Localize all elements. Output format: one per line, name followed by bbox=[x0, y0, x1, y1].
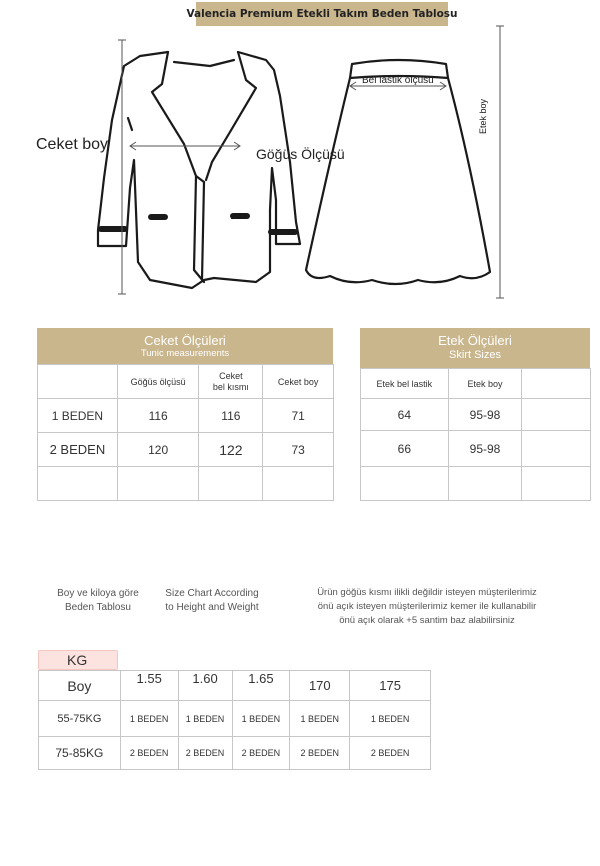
size-cell: 1 BEDEN bbox=[232, 701, 290, 737]
note-right: Ürün göğüs kısmı ilikli değildir isteyen müşterilerimiz önü açık isteyen müşterilerimiz kemer ile kullanabilir önü açık olarak +5 santim baz alabilirsiniz bbox=[317, 587, 537, 626]
jacket-collar bbox=[174, 60, 234, 66]
skirt-table-header-row bbox=[361, 369, 591, 399]
table-cell bbox=[263, 467, 334, 501]
skirt-table bbox=[360, 368, 591, 501]
boy-label: Boy bbox=[39, 671, 121, 701]
jacket-header-waist: Ceket bel kısmı bbox=[199, 365, 263, 399]
note-left: Boy ve kiloya göre Beden Tablosu bbox=[57, 588, 139, 613]
size-cell: 2 BEDEN bbox=[232, 737, 290, 770]
skirt-length-label: Etek boy bbox=[478, 98, 488, 134]
skirt-header-empty bbox=[522, 369, 591, 399]
page-title: Valencia Premium Etekli Takım Beden Tablosu bbox=[196, 2, 448, 26]
jacket-front bbox=[202, 182, 204, 280]
jacket-table bbox=[37, 364, 334, 501]
size-cell: 1 BEDEN bbox=[178, 701, 232, 737]
skirt-table-title: Etek Ölçüleri bbox=[438, 333, 512, 348]
table-row bbox=[39, 701, 431, 737]
table-row bbox=[361, 399, 591, 431]
jacket-left-lapel bbox=[152, 52, 204, 182]
waist-label: Bel lastik ölçüsü bbox=[362, 75, 434, 86]
table-cell bbox=[522, 467, 591, 501]
table-row bbox=[38, 399, 334, 433]
table-row bbox=[361, 467, 591, 501]
table-row bbox=[38, 467, 334, 501]
jacket-header-chest: Göğüs ölçüsü bbox=[117, 365, 199, 399]
table-cell bbox=[38, 467, 118, 501]
skirt-header-length: Etek boy bbox=[448, 369, 522, 399]
size-cell: 2 BEDEN bbox=[178, 737, 232, 770]
table-cell: 64 bbox=[361, 399, 449, 431]
chest-label: Göğüs Ölçüsü bbox=[256, 146, 345, 162]
jacket-header-empty bbox=[38, 365, 118, 399]
jacket-table-header-row bbox=[38, 365, 334, 399]
height-cell: 170 bbox=[290, 671, 350, 701]
size-cell: 2 BEDEN bbox=[120, 737, 178, 770]
table-cell: 116 bbox=[199, 399, 263, 433]
table-row bbox=[38, 433, 334, 467]
table-cell bbox=[117, 467, 199, 501]
jacket-table-title: Ceket Ölçüleri bbox=[144, 332, 226, 348]
size-cell: 1 BEDEN bbox=[350, 701, 431, 737]
kg-label: KG bbox=[38, 650, 118, 670]
skirt-table-header bbox=[360, 328, 590, 368]
size-cell: 2 BEDEN bbox=[290, 737, 350, 770]
size-label: 1 BEDEN bbox=[38, 399, 118, 433]
table-cell: 66 bbox=[361, 431, 449, 467]
height-cell: 1.60 bbox=[178, 671, 232, 701]
jacket-table-subtitle: Tunic measurements bbox=[140, 347, 230, 359]
weight-label: 55-75KG bbox=[39, 701, 121, 737]
table-row bbox=[39, 737, 431, 770]
table-cell bbox=[522, 431, 591, 467]
height-cell: 1.65 bbox=[232, 671, 290, 701]
height-cell: 1.55 bbox=[120, 671, 178, 701]
table-cell: 73 bbox=[263, 433, 334, 467]
size-chart-table bbox=[38, 670, 431, 770]
size-cell: 1 BEDEN bbox=[120, 701, 178, 737]
size-label: 2 BEDEN bbox=[38, 433, 118, 467]
note-middle: Size Chart According to Height and Weight bbox=[165, 588, 259, 613]
jacket-header-length: Ceket boy bbox=[263, 365, 334, 399]
table-cell: 95-98 bbox=[448, 431, 522, 467]
table-cell bbox=[199, 467, 263, 501]
table-cell: 71 bbox=[263, 399, 334, 433]
table-cell: 122 bbox=[199, 433, 263, 467]
table-cell: 116 bbox=[117, 399, 199, 433]
table-cell bbox=[448, 467, 522, 501]
jacket-outline bbox=[98, 52, 300, 288]
table-row bbox=[361, 431, 591, 467]
size-cell: 1 BEDEN bbox=[290, 701, 350, 737]
height-cell: 175 bbox=[350, 671, 431, 701]
table-cell: 95-98 bbox=[448, 399, 522, 431]
skirt-table-subtitle: Skirt Sizes bbox=[449, 349, 501, 361]
table-cell bbox=[361, 467, 449, 501]
skirt-body bbox=[306, 78, 490, 284]
size-cell: 2 BEDEN bbox=[350, 737, 431, 770]
table-cell: 120 bbox=[117, 433, 199, 467]
table-cell bbox=[522, 399, 591, 431]
jacket-length-label: Ceket boy bbox=[36, 136, 109, 153]
jacket-right-lapel bbox=[206, 52, 256, 180]
skirt-header-waist: Etek bel lastik bbox=[361, 369, 449, 399]
jacket-table-header bbox=[37, 328, 333, 364]
height-row bbox=[39, 671, 431, 701]
weight-label: 75-85KG bbox=[39, 737, 121, 770]
